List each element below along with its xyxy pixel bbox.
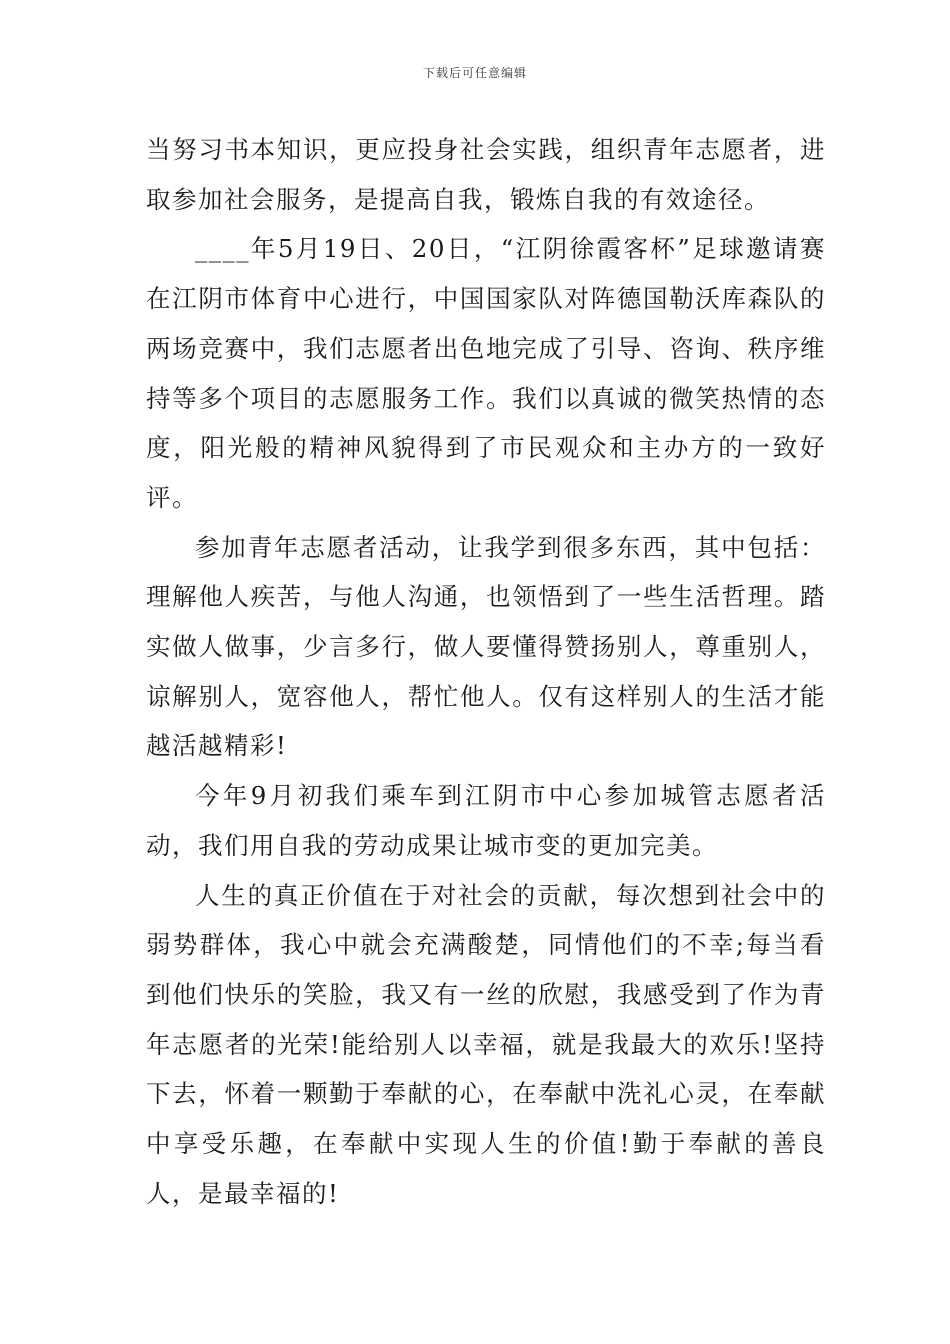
page-header: 下载后可任意编辑 [422,66,527,80]
paragraph: 当努习书本知识，更应投身社会实践，组织青年志愿者，进取参加社会服务，是提高自我，锻炼自我的有效途径。 [146,135,826,214]
document-body [146,125,826,1218]
paragraph: 人生的真正价值在于对社会的贡献，每次想到社会中的弱势群体，我心中就会充满酸楚，同情他们的不幸;每当看到他们快乐的笑脸，我又有一丝的欣慰，我感受到了作为青年志愿者的光荣!能给别人以幸福，就是我最大的欢乐!坚持下去，怀着一颗勤于奉献的心，在奉献中洗礼心灵，在奉献中享受乐趣，在奉献中实现人生的价值!勤于奉献的善良人，是最幸福的! [146,880,826,1208]
paragraph: 今年9月初我们乘车到江阴市中心参加城管志愿者活动，我们用自我的劳动成果让城市变的更加完美。 [146,781,826,860]
paragraph: 参加青年志愿者活动，让我学到很多东西，其中包括：理解他人疾苦，与他人沟通，也领悟到了一些生活哲理。踏实做人做事，少言多行，做人要懂得赞扬别人，尊重别人，谅解别人，宽容他人，帮忙他人。仅有这样别人的生活才能越活越精彩! [146,532,826,761]
paragraph: ____年5月19日、20日，“江阴徐霞客杯”足球邀请赛在江阴市体育中心进行，中国国家队对阵德国勒沃库森队的两场竞赛中，我们志愿者出色地完成了引导、咨询、秩序维持等多个项目的志愿服务工作。我们以真诚的微笑热情的态度，阳光般的精神风貌得到了市民观众和主办方的一致好评。 [146,234,826,512]
